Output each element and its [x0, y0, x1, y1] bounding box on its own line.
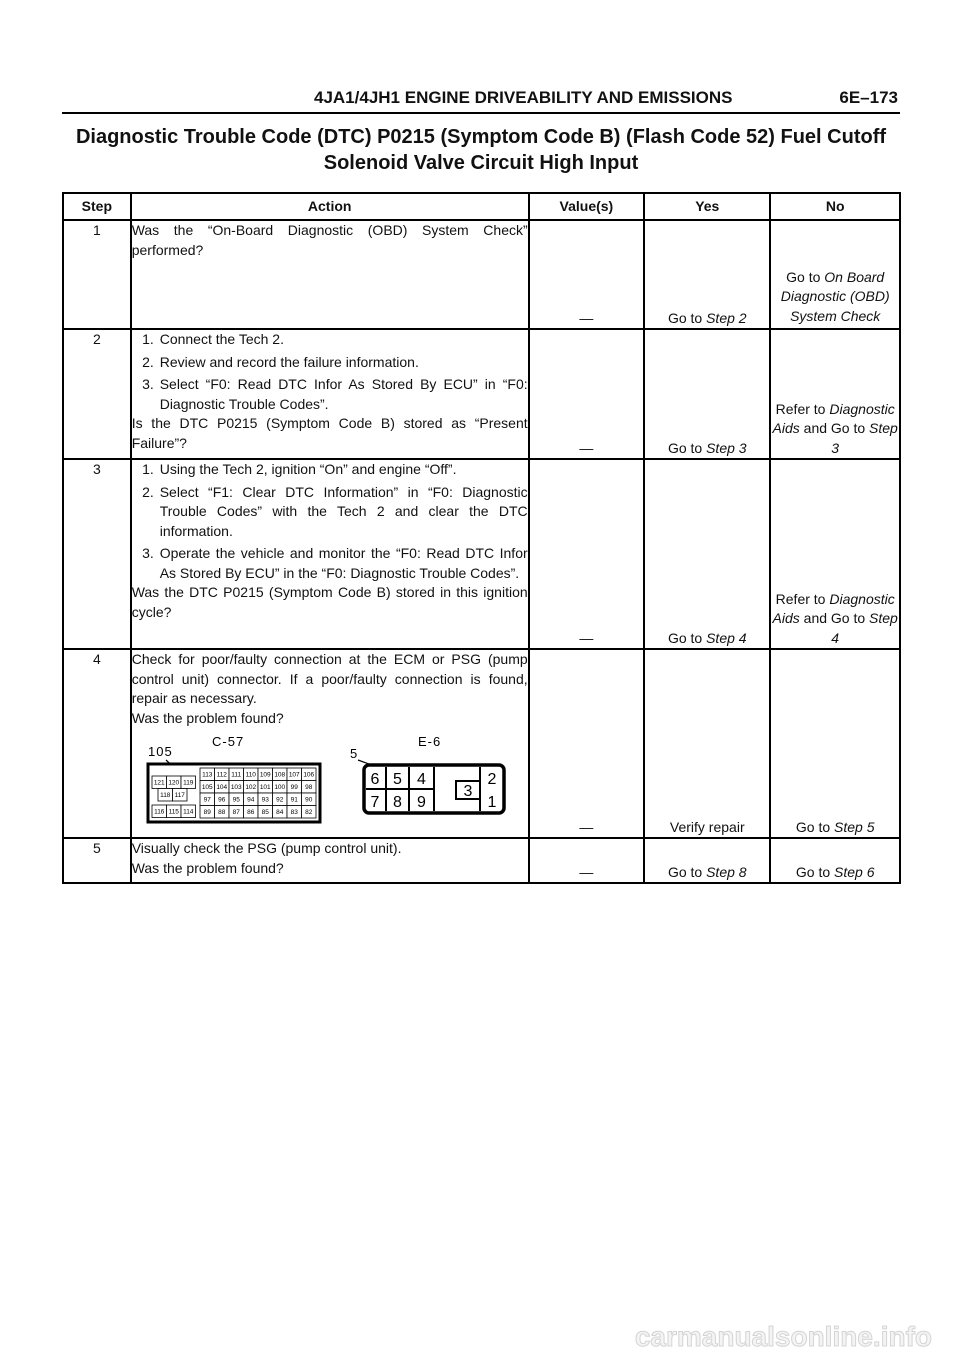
step-reference-link[interactable]: Step 6 [834, 863, 875, 880]
table-header-row [63, 193, 900, 220]
step-reference-link[interactable]: Step 3 [706, 439, 747, 456]
table-row [63, 459, 900, 649]
no-text: and Go to [799, 610, 870, 626]
pin-label: 115 [168, 808, 179, 816]
step-reference-link[interactable]: Step 4 [706, 629, 747, 646]
action-step: 2. Select “F1: Clear DTC Information” in “F0: Diagnostic Trouble Codes” with the Tech 2 and clear the DTC information. [158, 483, 528, 542]
header-values: Value(s) [529, 193, 645, 220]
no-text: and Go to [799, 420, 870, 436]
step-reference-link[interactable]: Step 8 [706, 863, 747, 880]
connector-diagram [138, 734, 522, 826]
obd-check-reference-link[interactable]: On Board Diagnostic (OBD) System Check [780, 268, 890, 324]
pin-label: 100 [274, 784, 285, 792]
step-reference-link[interactable]: Step 3 [831, 420, 898, 456]
action-text: Visually check the PSG (pump control unit). [131, 840, 402, 856]
pin-label: 110 [245, 771, 256, 779]
pin-label: 89 [203, 809, 211, 817]
step-reference-link[interactable]: Step 2 [706, 309, 747, 326]
action-question: Is the DTC P0215 (Symptom Code B) stored as “Present Failure”? [131, 415, 528, 451]
pin-label: 107 [288, 771, 300, 779]
yes-cell [644, 220, 770, 329]
page-header [62, 88, 900, 110]
pin-label: 112 [216, 771, 227, 779]
no-text: Go to [795, 863, 835, 880]
step-number: 4 [63, 649, 131, 838]
action-cell [131, 329, 529, 459]
diagnostic-table [62, 192, 901, 884]
pin-label: 1 [487, 794, 497, 811]
pin-label: 119 [182, 779, 194, 787]
header-no: No [770, 193, 900, 220]
step-number: 5 [63, 838, 131, 883]
table-row [63, 220, 900, 329]
action-text: Check for poor/faulty connection at the ECM or PSG (pump control unit) connector. If a poor/faulty connection is found, repair as necessary. [131, 651, 528, 706]
header-yes: Yes [644, 193, 770, 220]
pin-label: 5 [392, 771, 402, 788]
table-row [63, 649, 900, 838]
yes-cell: Verify repair [644, 649, 770, 838]
pin-label: 6 [370, 771, 380, 788]
pin-label: 8 [392, 794, 402, 811]
pin-label: 83 [290, 809, 298, 817]
pin-label: 95 [232, 796, 240, 804]
yes-text: Go to [667, 309, 707, 326]
no-cell [770, 329, 900, 459]
watermark [0, 1318, 960, 1358]
action-steps-list [132, 460, 528, 583]
pin-label: 96 [217, 796, 226, 804]
pin-label: 117 [174, 792, 185, 800]
pin-label: 99 [290, 784, 298, 792]
action-steps-list [132, 330, 528, 414]
step-reference-link[interactable]: Step 5 [834, 818, 875, 835]
pin-label: 97 [203, 796, 211, 804]
action-step: 3. Select “F0: Read DTC Infor As Stored By ECU” in “F0: Diagnostic Trouble Codes”. [158, 375, 528, 414]
action-question: Was the DTC P0215 (Symptom Code B) stored in this ignition cycle? [131, 584, 528, 620]
step-reference-link[interactable]: Step 4 [831, 610, 898, 646]
pin-label: 113 [201, 771, 213, 779]
no-text: Go to [795, 818, 835, 835]
action-question: Was the problem found? [131, 859, 284, 876]
pin-label: 109 [259, 771, 271, 779]
no-cell [770, 459, 900, 649]
yes-cell [644, 329, 770, 459]
action-cell [131, 838, 529, 883]
pin-label: 121 [153, 779, 165, 787]
no-text: Go to [786, 268, 825, 285]
pin-label: 90 [304, 796, 313, 804]
pin-label: 2 [487, 771, 497, 788]
watermark-text: carmanualsonline.info [634, 1321, 932, 1352]
no-text: Refer to [775, 590, 830, 607]
action-cell [131, 649, 529, 838]
value-cell: — [529, 459, 645, 649]
action-cell [131, 220, 529, 329]
yes-cell [644, 459, 770, 649]
pin-label: 84 [275, 809, 284, 817]
section-title: 4JA1/4JH1 ENGINE DRIVEABILITY AND EMISSIONS [314, 88, 733, 107]
pin-label: 9 [416, 794, 426, 811]
action-step: 2. Review and record the failure information. [158, 353, 528, 373]
yes-text: Go to [667, 629, 707, 646]
value-cell: — [529, 220, 645, 329]
action-question: Was the problem found? [131, 709, 284, 726]
pin-label: 111 [231, 771, 241, 779]
header-action: Action [131, 193, 529, 220]
page-number: 6E–173 [839, 88, 898, 107]
pin-label: 93 [261, 796, 269, 804]
connector-c57-label: C-57 [211, 734, 244, 749]
step-number: 1 [63, 220, 131, 329]
pin-label: 106 [303, 771, 314, 779]
pin-label: 105 [201, 784, 213, 792]
no-cell [770, 220, 900, 329]
pin-label: 82 [304, 809, 313, 817]
no-cell [770, 649, 900, 838]
action-step: 1. Connect the Tech 2. [158, 330, 528, 350]
table-row [63, 838, 900, 883]
pin-callout-5: 5 [349, 746, 357, 761]
connector-e6-label: E-6 [417, 734, 441, 749]
pin-label: 87 [232, 809, 240, 817]
pin-label: 86 [246, 809, 255, 817]
pin-label: 102 [245, 784, 256, 792]
pin-label: 116 [153, 808, 165, 816]
header-step: Step [63, 193, 131, 220]
pin-callout-105: 105 [147, 744, 173, 759]
connector-c57 [148, 734, 320, 822]
action-cell [131, 459, 529, 649]
yes-text: Go to [667, 439, 707, 456]
pin-label: 85 [261, 809, 269, 817]
value-cell: — [529, 649, 645, 838]
pin-label: 108 [274, 771, 285, 779]
pin-label: 101 [259, 784, 271, 792]
step-number: 3 [63, 459, 131, 649]
pin-label: 103 [230, 784, 242, 792]
pin-label: 3 [463, 783, 473, 800]
connector-e6 [350, 734, 504, 813]
value-cell: — [529, 329, 645, 459]
pin-label: 98 [304, 784, 313, 792]
pin-label: 92 [275, 796, 284, 804]
pin-label: 114 [182, 808, 194, 816]
no-cell [770, 838, 900, 883]
action-step: 3. Operate the vehicle and monitor the “F0: Read DTC Infor As Stored By ECU” in the “F0: Diagnostic Trouble Codes”. [158, 544, 528, 583]
pin-label: 120 [168, 779, 179, 787]
diagnostic-aids-link[interactable]: Diagnostic Aids [772, 400, 895, 436]
pin-label: 94 [246, 796, 255, 804]
table-row [63, 329, 900, 459]
no-text: Refer to [775, 400, 830, 417]
yes-text: Go to [667, 863, 707, 880]
yes-cell [644, 838, 770, 883]
pin-label: 91 [290, 796, 298, 804]
header-rule [62, 112, 900, 114]
diagnostic-aids-link[interactable]: Diagnostic Aids [772, 590, 895, 626]
pin-label: 88 [217, 809, 226, 817]
pin-label: 7 [370, 794, 380, 811]
step-number: 2 [63, 329, 131, 459]
pin-label: 104 [216, 784, 227, 792]
document-title: Diagnostic Trouble Code (DTC) P0215 (Symptom Code B) (Flash Code 52) Fuel Cutoff Solenoid Valve Circuit High Input [75, 126, 887, 174]
pin-label: 118 [159, 792, 171, 800]
action-question: Was the “On-Board Diagnostic (OBD) System Check” performed? [131, 222, 528, 258]
action-step: 1. Using the Tech 2, ignition “On” and engine “Off”. [158, 460, 528, 480]
pin-label: 4 [416, 771, 426, 788]
value-cell: — [529, 838, 645, 883]
